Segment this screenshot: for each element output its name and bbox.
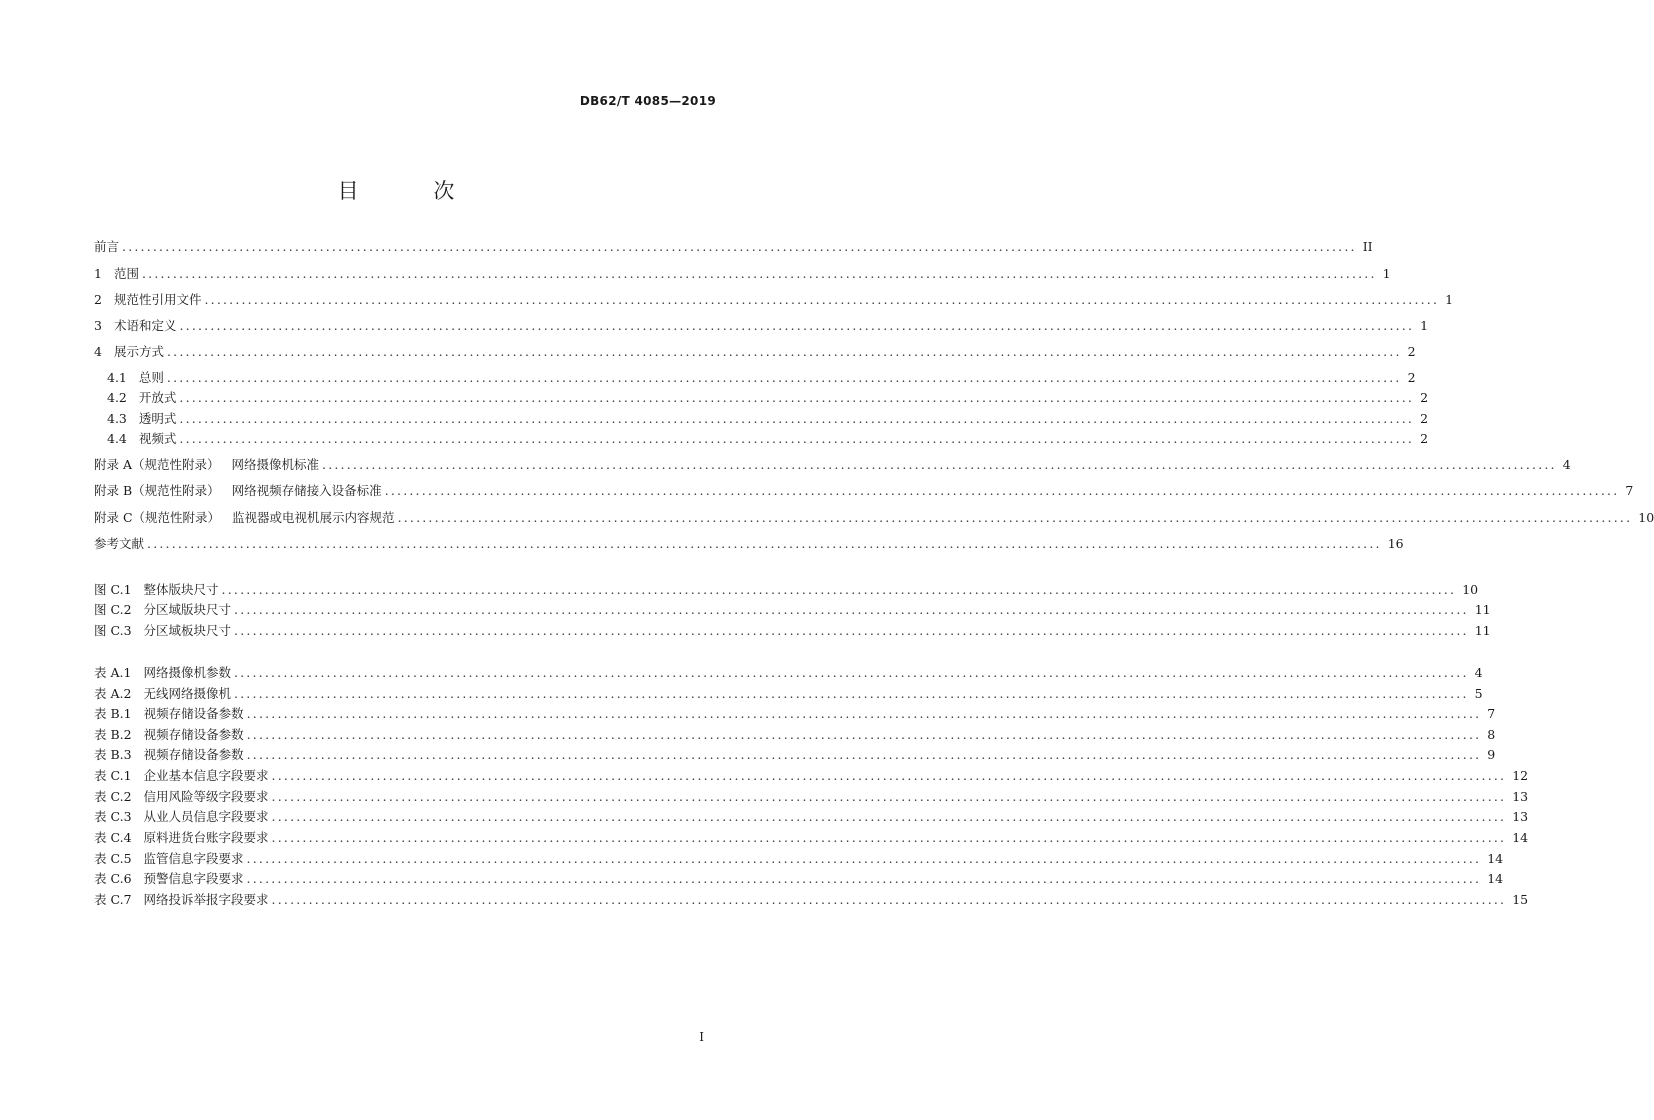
toc-entry-title: 网络视频存储接入设备标准 <box>231 483 382 498</box>
figure-number: 图 C.3 <box>94 623 132 638</box>
toc-entry-number: 附录 A（规范性附录） <box>94 457 220 472</box>
toc-entry-title: 透明式 <box>138 411 177 426</box>
table-number: 表 C.3 <box>94 809 132 824</box>
toc-entry-title: 参考文献 <box>94 536 145 551</box>
table-number: 表 C.1 <box>94 768 132 783</box>
table-title: 无线网络摄像机 <box>143 686 231 701</box>
toc-entry-page: 10 <box>1638 510 1654 525</box>
toc-entry[interactable] <box>94 238 1373 256</box>
toc-entry-number: 附录 C（规范性附录） <box>94 510 221 525</box>
toc-entry-title: 视频式 <box>138 431 177 446</box>
toc-entry-number: 4.4 <box>107 431 127 446</box>
toc-entry[interactable] <box>94 317 1429 335</box>
dot-leader: ........................................................................................................................................................................................................ <box>122 239 1357 254</box>
figure-page: 10 <box>1462 582 1479 597</box>
dot-leader: ........................................................................................................................................................................................................ <box>271 789 1507 804</box>
table-page: 15 <box>1512 892 1529 907</box>
table-title: 视频存储设备参数 <box>143 747 244 762</box>
table-title: 监管信息字段要求 <box>143 851 244 866</box>
dot-leader: ........................................................................................................................................................................................................ <box>397 510 1633 525</box>
table-page: 4 <box>1474 665 1483 680</box>
dot-leader: ........................................................................................................................................................................................................ <box>246 706 1482 721</box>
toc-entry-number: 4 <box>94 344 102 359</box>
toc-entry-page: 2 <box>1420 411 1429 426</box>
table-entry[interactable] <box>94 746 1496 764</box>
table-title: 预警信息字段要求 <box>143 871 244 886</box>
toc-entry[interactable] <box>94 343 1416 361</box>
toc-entry-title: 监视器或电视机展示内容规范 <box>232 510 395 525</box>
figure-entry[interactable] <box>94 581 1479 599</box>
toc-entry-page: 2 <box>1420 431 1429 446</box>
toc-entry-page: 2 <box>1407 370 1416 385</box>
table-title: 视频存储设备参数 <box>143 706 244 721</box>
table-entry[interactable] <box>94 685 1483 703</box>
table-number: 表 C.7 <box>94 892 132 907</box>
dot-leader: ........................................................................................................................................................................................................ <box>179 431 1415 446</box>
toc-entry-number: 2 <box>94 292 102 307</box>
dot-leader: ........................................................................................................................................................................................................ <box>234 623 1469 638</box>
figure-number: 图 C.1 <box>94 582 132 597</box>
table-page: 14 <box>1487 871 1504 886</box>
toc-entry-page: 2 <box>1420 390 1429 405</box>
toc-entry-number: 4.2 <box>107 390 127 405</box>
dot-leader: ........................................................................................................................................................................................................ <box>221 582 1457 597</box>
toc-entry-page: 7 <box>1625 483 1634 498</box>
table-number: 表 C.2 <box>94 789 132 804</box>
toc-entry-page: II <box>1362 239 1373 254</box>
table-entry[interactable] <box>94 891 1529 909</box>
table-title: 网络投诉举报字段要求 <box>143 892 269 907</box>
figure-number: 图 C.2 <box>94 602 132 617</box>
table-entry[interactable] <box>94 808 1529 826</box>
dot-leader: ........................................................................................................................................................................................................ <box>271 809 1507 824</box>
dot-leader: ........................................................................................................................................................................................................ <box>204 292 1440 307</box>
dot-leader: ........................................................................................................................................................................................................ <box>179 318 1415 333</box>
dot-leader: ........................................................................................................................................................................................................ <box>271 892 1507 907</box>
table-page: 14 <box>1487 851 1504 866</box>
dot-leader: ........................................................................................................................................................................................................ <box>322 457 1557 472</box>
dot-leader: ........................................................................................................................................................................................................ <box>384 483 1620 498</box>
table-title: 网络摄像机参数 <box>143 665 231 680</box>
table-entry[interactable] <box>94 850 1504 868</box>
table-entry[interactable] <box>94 726 1496 744</box>
dot-leader: ........................................................................................................................................................................................................ <box>166 344 1402 359</box>
page-number: I <box>699 1030 704 1044</box>
toc-entry-title: 前言 <box>94 239 120 254</box>
figure-page: 11 <box>1474 602 1491 617</box>
table-page: 12 <box>1512 768 1529 783</box>
toc-entry-title: 网络摄像机标准 <box>231 457 320 472</box>
toc-entry[interactable] <box>94 265 1391 283</box>
toc-entry-page: 1 <box>1382 266 1391 281</box>
table-number: 表 A.2 <box>94 686 132 701</box>
dot-leader: ........................................................................................................................................................................................................ <box>233 686 1469 701</box>
table-title: 原料进货台账字段要求 <box>143 830 269 845</box>
table-number: 表 C.6 <box>94 871 132 886</box>
toc-subentry[interactable] <box>107 410 1429 428</box>
toc-entry-title: 规范性引用文件 <box>113 292 202 307</box>
toc-entry-page: 4 <box>1562 457 1571 472</box>
toc-subentry[interactable] <box>107 389 1429 407</box>
dot-leader: ........................................................................................................................................................................................................ <box>246 727 1482 742</box>
table-entry[interactable] <box>94 829 1529 847</box>
toc-entry-number: 3 <box>94 318 102 333</box>
table-title: 从业人员信息字段要求 <box>143 809 269 824</box>
toc-entry-number: 4.1 <box>107 370 127 385</box>
dot-leader: ........................................................................................................................................................................................................ <box>271 768 1507 783</box>
figure-page: 11 <box>1474 623 1491 638</box>
table-number: 表 A.1 <box>94 665 132 680</box>
dot-leader: ........................................................................................................................................................................................................ <box>234 602 1469 617</box>
figure-title: 整体版块尺寸 <box>143 582 219 597</box>
toc-entry-title: 术语和定义 <box>113 318 177 333</box>
table-page: 14 <box>1512 830 1529 845</box>
standard-code: DB62/T 4085—2019 <box>579 94 716 108</box>
table-title: 企业基本信息字段要求 <box>143 768 269 783</box>
toc-entry[interactable] <box>94 535 1404 553</box>
table-entry[interactable] <box>94 788 1529 806</box>
toc-entry[interactable] <box>94 291 1454 309</box>
table-page: 13 <box>1512 809 1529 824</box>
dot-leader: ........................................................................................................................................................................................................ <box>147 536 1382 551</box>
table-number: 表 B.1 <box>94 706 132 721</box>
figure-entry[interactable] <box>94 601 1491 619</box>
dot-leader: ........................................................................................................................................................................................................ <box>246 851 1482 866</box>
toc-entry-number: 4.3 <box>107 411 127 426</box>
toc-entry-number: 附录 B（规范性附录） <box>94 483 220 498</box>
toc-entry-title: 开放式 <box>138 390 177 405</box>
table-number: 表 C.5 <box>94 851 132 866</box>
dot-leader: ........................................................................................................................................................................................................ <box>166 370 1402 385</box>
figure-title: 分区域板块尺寸 <box>143 623 232 638</box>
dot-leader: ........................................................................................................................................................................................................ <box>271 830 1507 845</box>
table-entry[interactable] <box>94 767 1529 785</box>
toc-entry-title: 展示方式 <box>113 344 164 359</box>
toc-entry-title: 总则 <box>138 370 164 385</box>
table-title: 信用风险等级字段要求 <box>143 789 269 804</box>
table-page: 9 <box>1487 747 1496 762</box>
table-entry[interactable] <box>94 664 1483 682</box>
table-page: 13 <box>1512 789 1529 804</box>
toc-subentry[interactable] <box>107 369 1416 387</box>
toc-entry-page: 1 <box>1445 292 1454 307</box>
table-entry[interactable] <box>94 870 1504 888</box>
page-title: 目 次 <box>337 179 489 203</box>
toc-entry[interactable] <box>94 482 1634 500</box>
table-page: 7 <box>1487 706 1496 721</box>
toc-entry-page: 16 <box>1387 536 1404 551</box>
dot-leader: ........................................................................................................................................................................................................ <box>246 747 1482 762</box>
table-number: 表 B.2 <box>94 727 132 742</box>
toc-subentry[interactable] <box>107 430 1429 448</box>
toc-entry-title: 范围 <box>113 266 139 281</box>
toc-entry[interactable] <box>94 456 1571 474</box>
table-page: 5 <box>1474 686 1483 701</box>
table-title: 视频存储设备参数 <box>143 727 244 742</box>
dot-leader: ........................................................................................................................................................................................................ <box>233 665 1469 680</box>
toc-entry[interactable] <box>94 509 1654 527</box>
dot-leader: ........................................................................................................................................................................................................ <box>179 411 1415 426</box>
table-page: 8 <box>1487 727 1496 742</box>
table-number: 表 C.4 <box>94 830 132 845</box>
figure-entry[interactable] <box>94 622 1491 640</box>
toc-entry-page: 2 <box>1407 344 1416 359</box>
dot-leader: ........................................................................................................................................................................................................ <box>246 871 1482 886</box>
dot-leader: ........................................................................................................................................................................................................ <box>141 266 1377 281</box>
toc-entry-page: 1 <box>1420 318 1429 333</box>
dot-leader: ........................................................................................................................................................................................................ <box>179 390 1415 405</box>
toc-entry-number: 1 <box>94 266 102 281</box>
figure-title: 分区域版块尺寸 <box>143 602 232 617</box>
table-number: 表 B.3 <box>94 747 132 762</box>
table-entry[interactable] <box>94 705 1496 723</box>
